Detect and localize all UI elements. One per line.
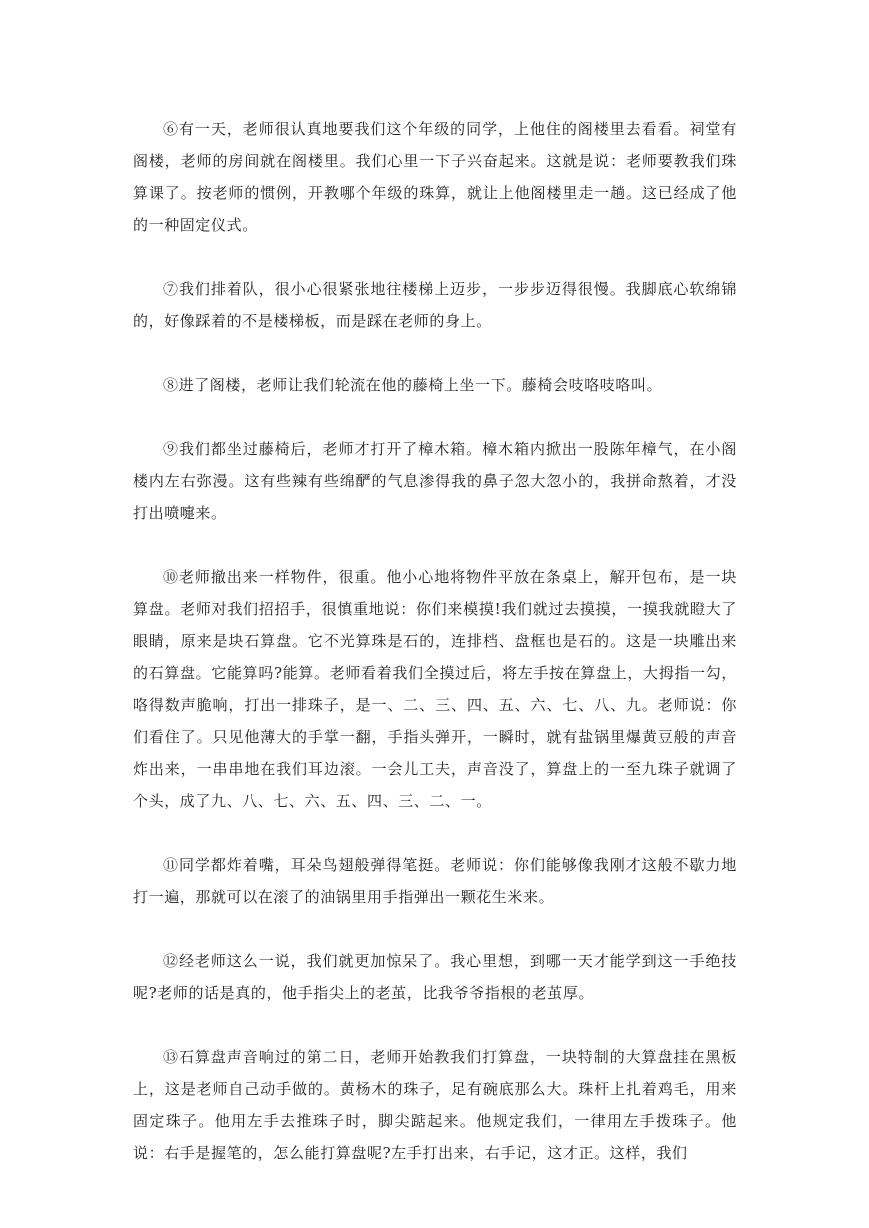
paragraph-9: ⑨我们都坐过藤椅后，老师才打开了樟木箱。樟木箱内掀出一股陈年樟气，在小阁楼内左右弥漫。这有些辣有些绵酽的气息渗得我的鼻子忽大忽小的，我拼命熬着，才没打出喷嚏来。 bbox=[133, 440, 737, 522]
paragraph-10: ⑩老师撤出来一样物件，很重。他小心地将物件平放在条桌上，解开包布，是一块算盘。老师对我们招招手，很慎重地说：你们来模摸!我们就过去摸摸，一摸我就瞪大了眼睛，原来是块石算盘。它不光算珠是石的，连排档、盘框也是石的。这是一块雕出来的石算盘。它能算吗?能算。老师看着我们全摸过后，将左手按在算盘上，大拇指一勾，咯得数声脆响，打出一排珠子，是一、二、三、四、五、六、七、八、九。老师说：你们看住了。只见他薄大的手掌一翻，手指头弹开，一瞬时，就有盐锅里爆黄豆般的声音炸出来，一串串地在我们耳边滚。一会儿工夫，声音没了，算盘上的一至九珠子就调了个头，成了九、八、七、六、五、四、三、二、一。 bbox=[133, 568, 737, 810]
paragraph-13: ⑬石算盘声音响过的第二日，老师开始教我们打算盘，一块特制的大算盘挂在黑板上，这是老师自己动手做的。黄杨木的珠子，足有碗底那么大。珠杆上扎着鸡毛，用来固定珠子。他用左手去推珠子时，脚尖踮起来。他规定我们，一律用左手拨珠子。他说：右手是握笔的，怎么能打算盘呢?左手打出来，右手记，这才正。这样，我们 bbox=[133, 1048, 737, 1162]
paragraph-12: ⑫经老师这么一说，我们就更加惊呆了。我心里想，到哪一天才能学到这一手绝技呢?老师的话是真的，他手指尖上的老茧，比我爷爷指根的老茧厚。 bbox=[133, 952, 737, 1002]
paragraph-7: ⑦我们排着队，很小心很紧张地往楼梯上迈步，一步步迈得很慢。我脚底心软绵锦的，好像踩着的不是楼梯板，而是踩在老师的身上。 bbox=[133, 280, 737, 330]
paragraph-11: ⑪同学都炸着嘴，耳朵鸟翅般弹得笔挺。老师说：你们能够像我刚才这般不歇力地打一遍，那就可以在滚了的油锅里用手指弹出一颗花生米来。 bbox=[133, 856, 737, 906]
paragraph-6: ⑥有一天，老师很认真地要我们这个年级的同学，上他住的阁楼里去看看。祠堂有阁楼，老师的房间就在阁楼里。我们心里一下子兴奋起来。这就是说：老师要教我们珠算课了。按老师的惯例，开教哪个年级的珠算，就让上他阁楼里走一趟。这已经成了他的一种固定仪式。 bbox=[133, 120, 737, 234]
article-body bbox=[133, 113, 737, 1169]
paragraph-8: ⑧进了阁楼，老师让我们轮流在他的藤椅上坐一下。藤椅会吱咯吱咯叫。 bbox=[163, 376, 663, 394]
